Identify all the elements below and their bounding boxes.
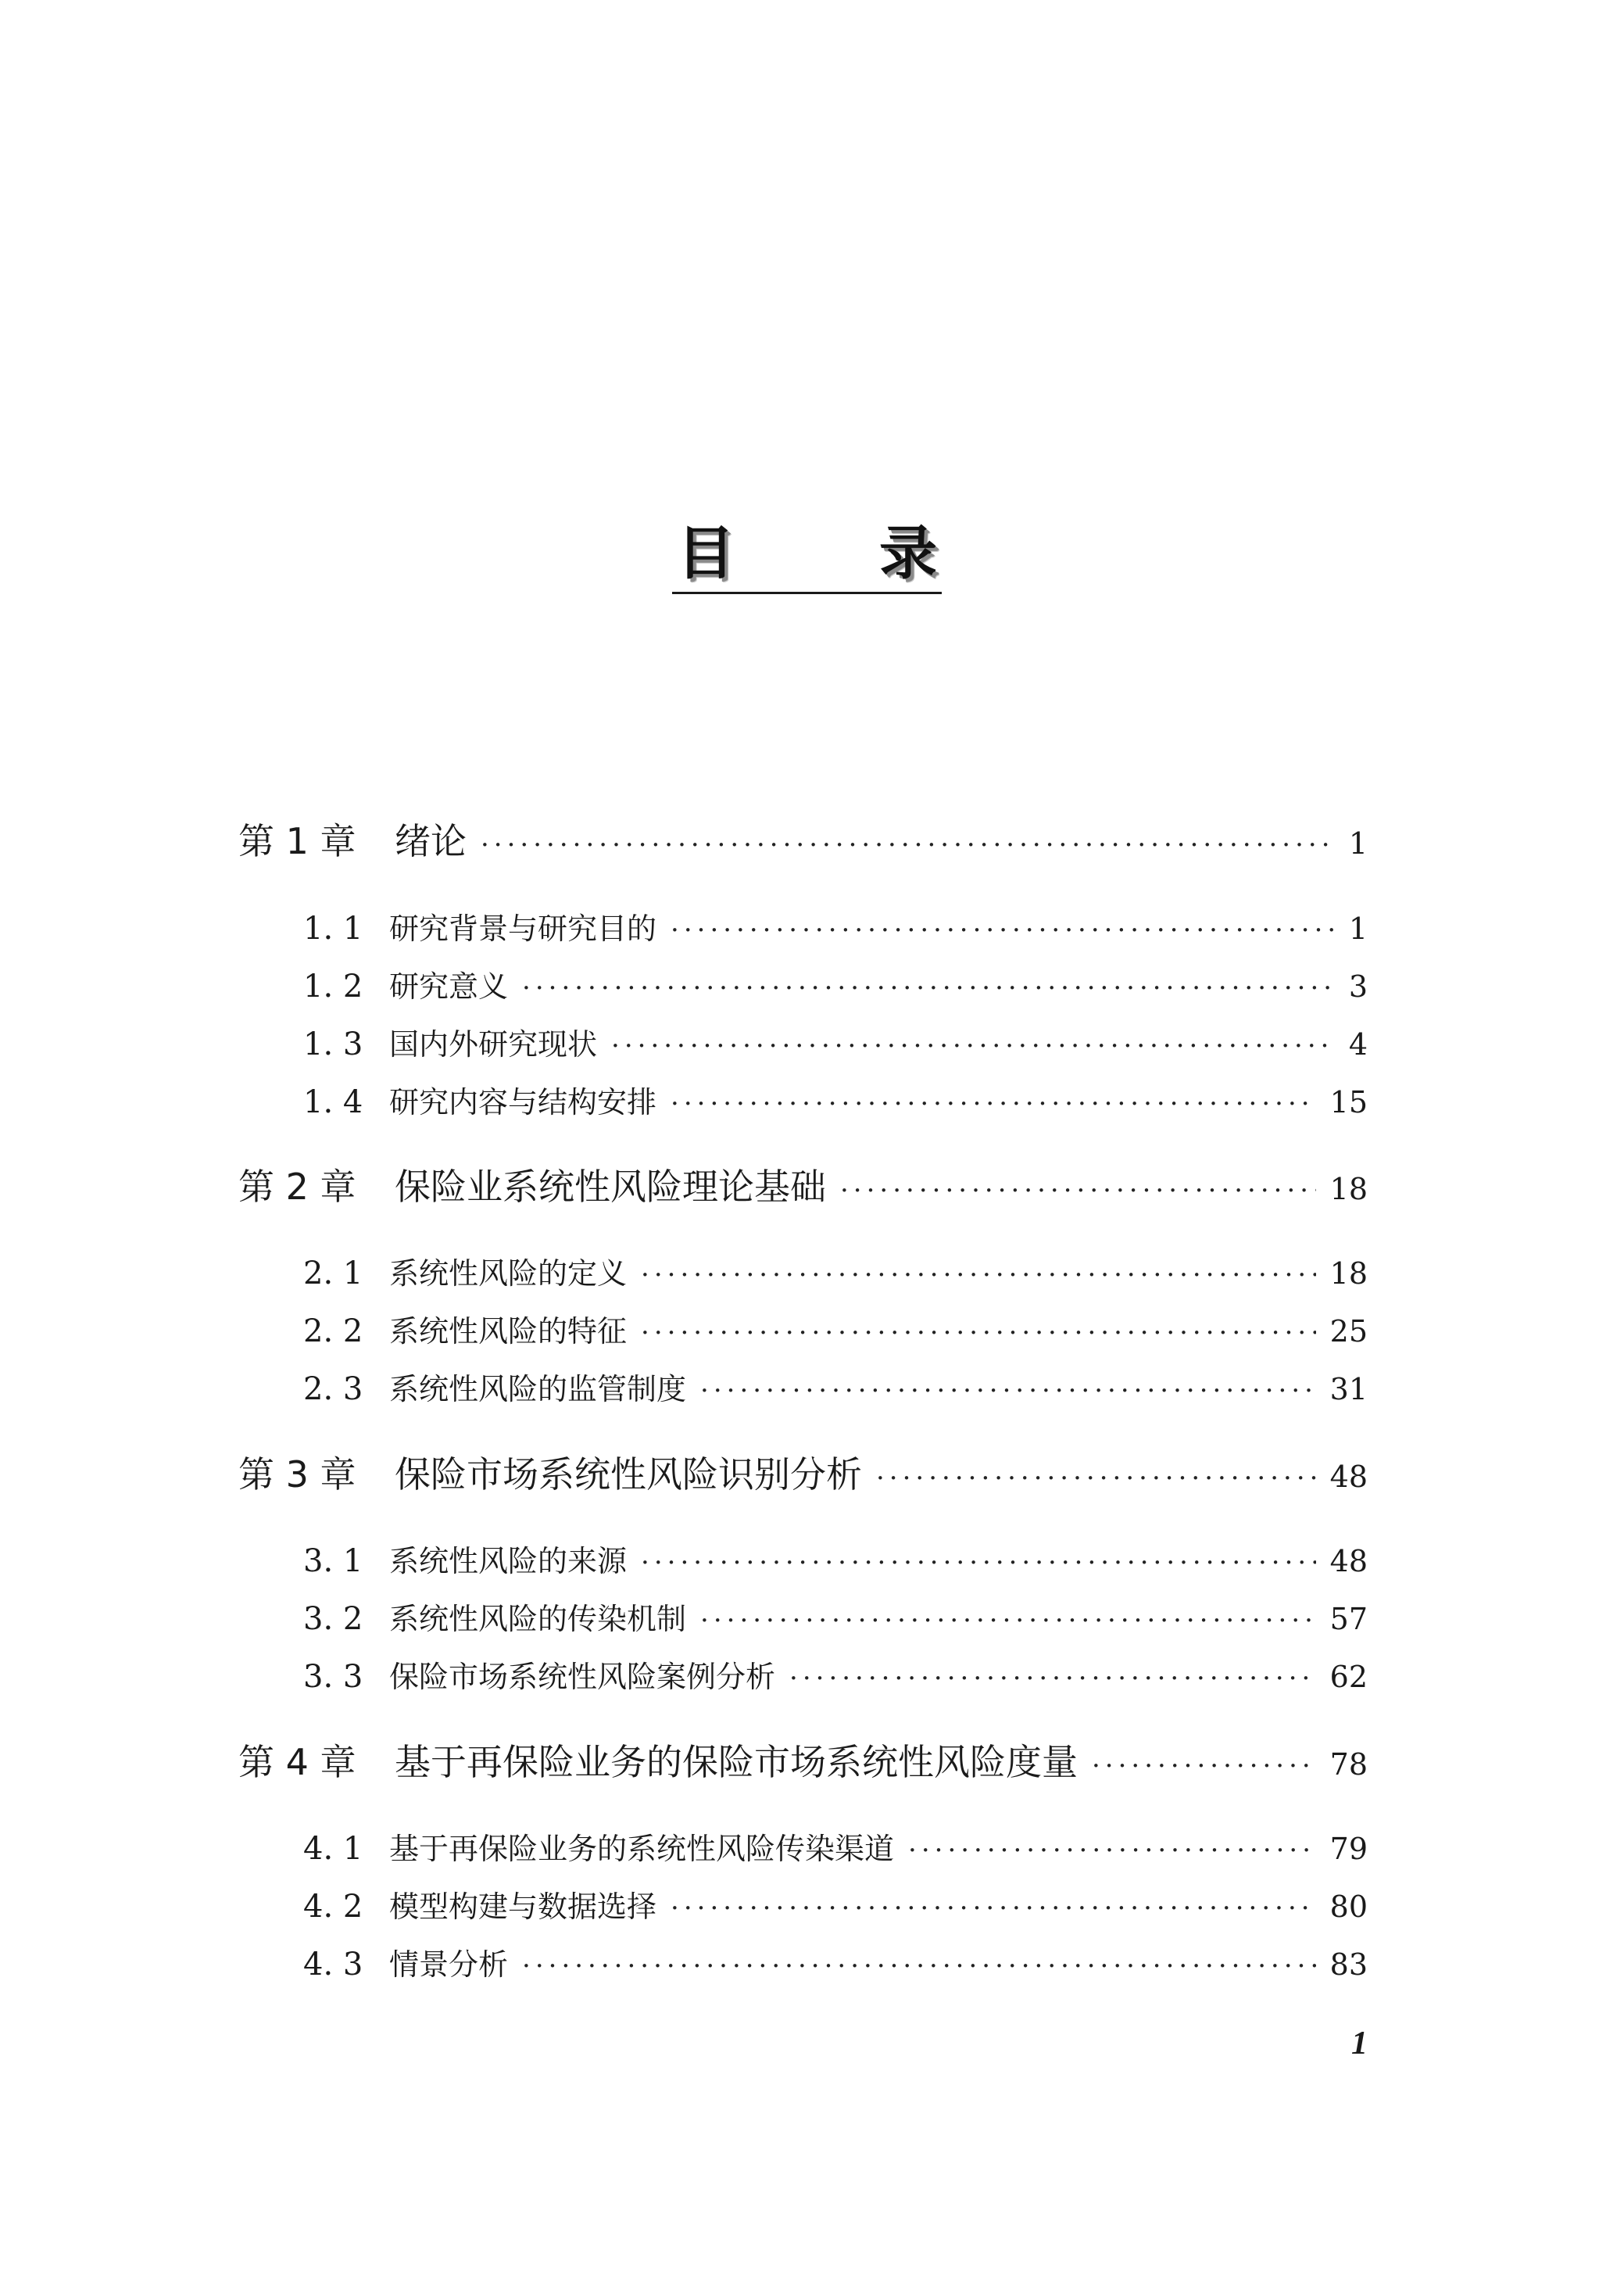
dot-leader — [876, 1463, 1316, 1494]
section-page-number: 80 — [1329, 1890, 1368, 1924]
dot-leader — [481, 829, 1335, 861]
section-page-number: 31 — [1329, 1372, 1368, 1406]
section-number: 2. 3 — [303, 1371, 363, 1407]
toc-section-3-1[interactable] — [303, 1537, 1368, 1579]
toc-section-2-1[interactable] — [303, 1249, 1368, 1291]
section-page-number: 18 — [1329, 1256, 1368, 1291]
section-title: 国内外研究现状 — [389, 1027, 598, 1062]
section-number: 1. 1 — [303, 911, 363, 947]
section-page-number: 48 — [1329, 1544, 1368, 1578]
section-page-number: 57 — [1329, 1602, 1368, 1636]
chapter-label: 第 4 章 — [238, 1741, 356, 1783]
section-number: 1. 4 — [303, 1084, 363, 1120]
toc-section-1-4[interactable] — [303, 1078, 1368, 1120]
chapter-label: 第 3 章 — [238, 1453, 356, 1495]
section-number: 4. 3 — [303, 1947, 363, 1983]
toc-chapter-2[interactable] — [238, 1159, 1368, 1208]
dot-leader — [611, 1030, 1335, 1062]
section-number: 3. 2 — [303, 1601, 363, 1637]
toc-section-3-3[interactable] — [303, 1653, 1368, 1695]
section-title: 研究内容与结构安排 — [389, 1085, 657, 1119]
section-number: 2. 2 — [303, 1313, 363, 1349]
section-number: 1. 2 — [303, 969, 363, 1005]
dot-leader — [671, 915, 1335, 946]
section-number: 4. 1 — [303, 1831, 363, 1867]
section-page-number: 15 — [1329, 1085, 1368, 1119]
toc-section-1-3[interactable] — [303, 1020, 1368, 1062]
chapter-page-number: 48 — [1329, 1460, 1368, 1494]
section-page-number: 83 — [1329, 1947, 1368, 1982]
section-number: 3. 1 — [303, 1543, 363, 1579]
section-title: 保险市场系统性风险案例分析 — [389, 1660, 776, 1694]
toc-section-1-2[interactable] — [303, 962, 1368, 1005]
section-title: 系统性风险的监管制度 — [389, 1372, 687, 1406]
toc-chapter-4[interactable] — [238, 1734, 1368, 1781]
section-number: 3. 3 — [303, 1659, 363, 1695]
chapter-page-number: 78 — [1329, 1747, 1368, 1782]
dot-leader — [1092, 1750, 1316, 1782]
section-number: 2. 1 — [303, 1255, 363, 1291]
dot-leader — [671, 1893, 1316, 1924]
dot-leader — [641, 1317, 1316, 1349]
toc-section-4-1[interactable] — [303, 1825, 1368, 1867]
chapter-label: 第 1 章 — [238, 820, 356, 862]
dot-leader — [908, 1835, 1316, 1866]
title-char-1: 目 — [677, 520, 735, 587]
dot-leader — [840, 1175, 1316, 1206]
dot-leader — [641, 1547, 1316, 1578]
dot-leader — [671, 1088, 1316, 1119]
dot-leader — [522, 1950, 1316, 1982]
chapter-title: 基于再保险业务的保险市场系统性风险度量 — [395, 1741, 1078, 1783]
toc-section-3-2[interactable] — [303, 1595, 1368, 1637]
section-number: 1. 3 — [303, 1026, 363, 1062]
dot-leader — [522, 973, 1335, 1004]
section-title: 系统性风险的传染机制 — [389, 1602, 687, 1636]
section-number: 4. 2 — [303, 1889, 363, 1925]
title-char-2: 录 — [879, 520, 937, 587]
chapter-label: 第 2 章 — [238, 1166, 356, 1208]
section-title: 研究意义 — [389, 969, 509, 1004]
dot-leader — [700, 1605, 1316, 1636]
section-title: 研究背景与研究目的 — [389, 912, 657, 946]
chapter-page-number: 1 — [1348, 826, 1368, 861]
dot-leader — [641, 1259, 1316, 1291]
section-page-number: 4 — [1348, 1027, 1368, 1062]
chapter-title: 绪论 — [395, 820, 467, 862]
section-title: 系统性风险的特征 — [389, 1314, 628, 1349]
section-page-number: 25 — [1329, 1314, 1368, 1349]
toc-section-4-3[interactable] — [303, 1940, 1368, 1983]
toc-section-1-1[interactable] — [303, 904, 1368, 947]
section-page-number: 1 — [1348, 912, 1368, 946]
toc-section-2-2[interactable] — [303, 1307, 1368, 1349]
chapter-page-number: 18 — [1329, 1172, 1368, 1206]
chapter-title: 保险市场系统性风险识别分析 — [395, 1453, 862, 1495]
dot-leader — [700, 1375, 1316, 1406]
section-title: 模型构建与数据选择 — [389, 1890, 657, 1924]
section-page-number: 79 — [1329, 1832, 1368, 1866]
toc-chapter-1[interactable] — [238, 813, 1368, 860]
toc-section-4-2[interactable] — [303, 1882, 1368, 1925]
dot-leader — [789, 1663, 1316, 1694]
section-title: 系统性风险的来源 — [389, 1544, 628, 1578]
chapter-title: 保险业系统性风险理论基础 — [395, 1166, 826, 1208]
section-page-number: 62 — [1329, 1660, 1368, 1694]
section-title: 基于再保险业务的系统性风险传染渠道 — [389, 1832, 895, 1866]
section-page-number: 3 — [1348, 969, 1368, 1004]
page-folio: 1 — [1351, 2026, 1368, 2061]
section-title: 系统性风险的定义 — [389, 1256, 628, 1291]
toc-section-2-3[interactable] — [303, 1365, 1368, 1407]
toc-chapter-3[interactable] — [238, 1446, 1368, 1493]
section-title: 情景分析 — [389, 1947, 509, 1982]
